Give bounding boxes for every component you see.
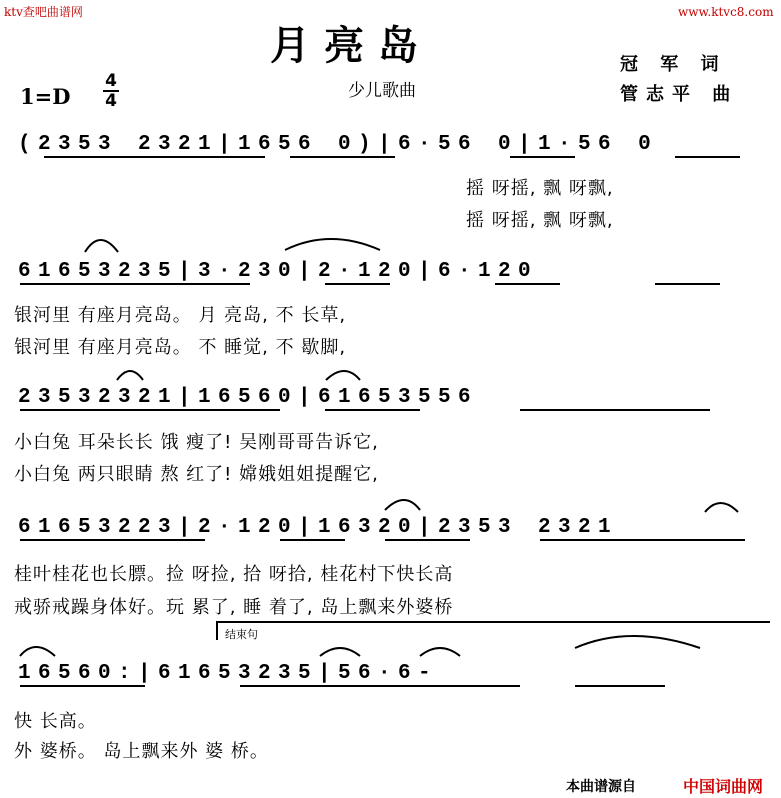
time-signature-bottom: 4 — [105, 91, 117, 111]
lyrics-row-5-verse-1: 快 长高。 — [14, 711, 97, 732]
genre-label: 少儿歌曲 — [348, 81, 416, 101]
notation-row-1: (2353 2321|1656 0)|6·56 0|1·56 0 — [18, 133, 659, 156]
source-site: 中国词曲网 — [683, 777, 764, 796]
notation-row-5: 16560:|61653235|56·6- — [18, 662, 439, 685]
lyrics-row-2-verse-1: 银河里 有座月亮岛。 月 亮岛, 不 长草, — [14, 305, 347, 326]
lyrics-row-5-verse-2: 外 婆桥。 岛上飘来外 婆 桥。 — [14, 741, 269, 762]
notation-row-3: 23532321|16560|61653556 — [18, 386, 479, 409]
lyrics-row-4-verse-2: 戒骄戒躁身体好。玩 累了, 睡 着了, 岛上飘来外婆桥 — [14, 597, 454, 618]
ending-bracket — [217, 622, 770, 640]
composer-credit: 管志平 曲 — [620, 84, 739, 105]
lyrics-row-3-verse-2: 小白兔 两只眼睛 熬 红了! 嫦娥姐姐提醒它, — [14, 464, 379, 485]
slur-arc — [117, 371, 143, 380]
lyrics-row-4-verse-1: 桂叶桂花也长膘。捡 呀捡, 拾 呀拾, 桂花村下快长高 — [14, 564, 454, 585]
notation-row-2: 61653235|3·230|2·120|6·120 — [18, 260, 539, 283]
ending-marker: 结束句 — [225, 628, 258, 641]
slur-arc — [320, 648, 360, 656]
slur-arc — [326, 371, 360, 380]
slur-arc — [20, 647, 55, 656]
notation-row-4: 61653223|2·120|16320|2353 2321 — [18, 516, 619, 539]
slur-arc — [385, 500, 420, 510]
song-title: 月亮岛 — [270, 22, 432, 69]
lyrics-row-3-verse-1: 小白兔 耳朵长长 饿 瘦了! 吴刚哥哥告诉它, — [14, 432, 379, 453]
slur-arc — [705, 503, 738, 512]
watermark-left: ktv查吧曲谱网 — [4, 5, 83, 19]
lyrics-row-2-verse-2: 银河里 有座月亮岛。 不 睡觉, 不 歇脚, — [14, 337, 347, 358]
slur-arc — [85, 240, 118, 252]
lyrics-row-1-verse-1: 摇 呀摇, 飘 呀飘, — [466, 178, 614, 199]
slur-arc — [285, 239, 380, 250]
watermark-right: www.ktvc8.com — [678, 5, 774, 19]
key-signature: 1=D — [20, 84, 71, 109]
slur-arc — [420, 648, 460, 656]
lyricist-credit: 冠 军 词 — [620, 54, 727, 75]
time-signature-top: 4 — [105, 71, 117, 91]
slur-arc — [575, 636, 700, 648]
source-prefix: 本曲谱源自 — [566, 779, 636, 795]
lyrics-row-1-verse-2: 摇 呀摇, 飘 呀飘, — [466, 210, 614, 231]
